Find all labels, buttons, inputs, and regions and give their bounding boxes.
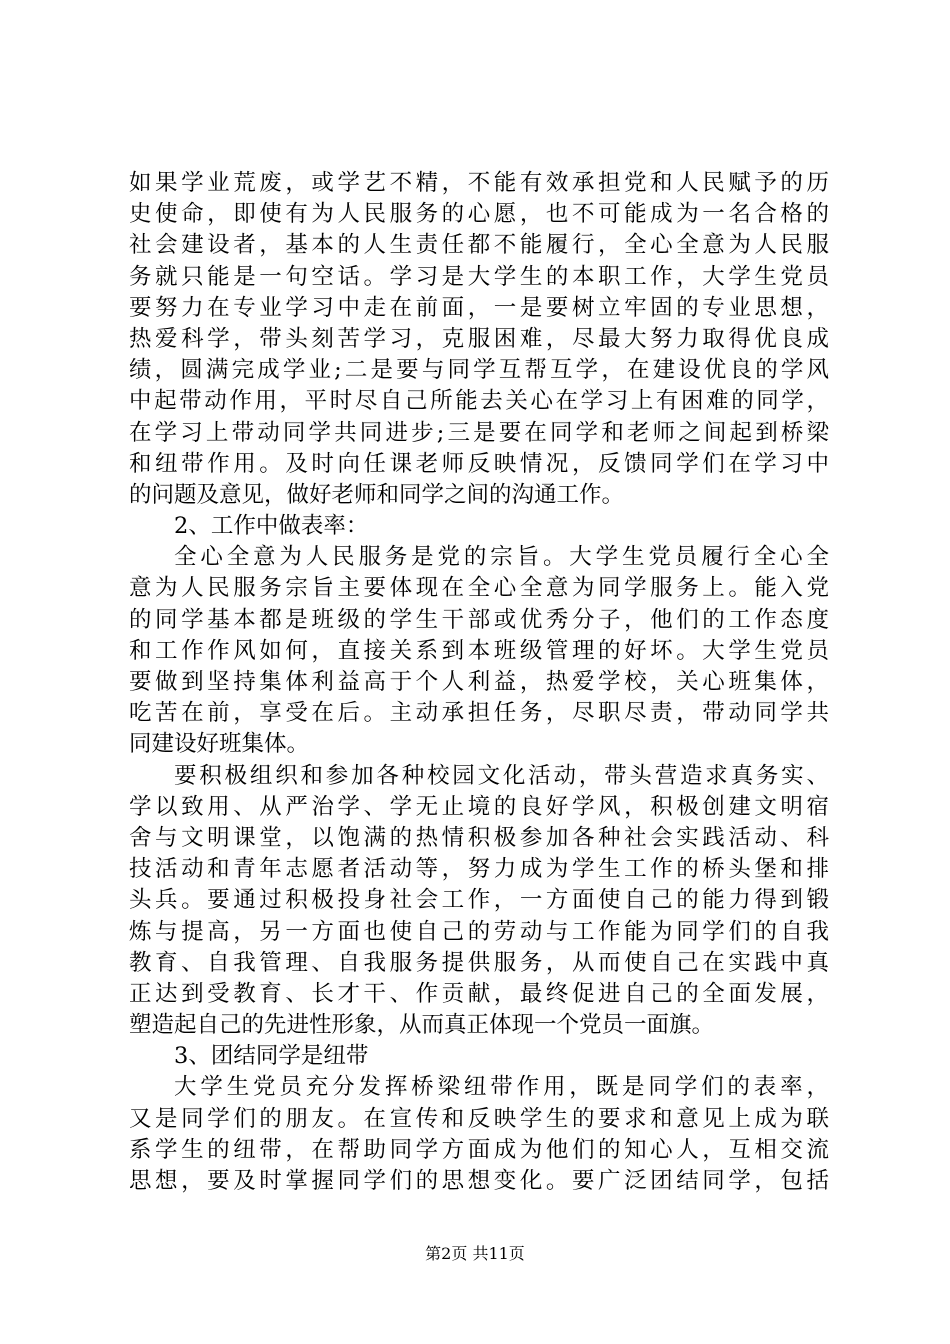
document-body (129, 168, 829, 1197)
text-line: 的同学基本都是班级的学生干部或优秀分子，他们的工作态度 (129, 606, 829, 633)
text-line: 舍与文明课堂，以饱满的热情积极参加各种社会实践活动、科 (129, 824, 829, 851)
text-line: 头兵。要通过积极投身社会工作，一方面使自己的能力得到锻 (129, 887, 829, 914)
text-line: 和工作作风如何，直接关系到本班级管理的好坏。大学生党员 (129, 637, 829, 664)
text-line: 技活动和青年志愿者活动等，努力成为学生工作的桥头堡和排 (129, 856, 829, 883)
section-heading-3: 3、团结同学是纽带 (174, 1043, 369, 1070)
text-line: 学以致用、从严治学、学无止境的良好学风，积极创建文明宿 (129, 793, 829, 820)
text-line: 塑造起自己的先进性形象，从而真正体现一个党员一面旗。 (129, 1012, 715, 1039)
text-line: 意为人民服务宗旨主要体现在全心全意为同学服务上。能入党 (129, 575, 829, 602)
text-line: 要做到坚持集体利益高于个人利益，热爱学校，关心班集体， (129, 669, 829, 695)
text-line: 和纽带作用。及时向任课老师反映情况，反馈同学们在学习中 (129, 450, 829, 477)
text-line: 绩，圆满完成学业;二是要与同学互帮互学，在建设优良的学风 (129, 357, 829, 384)
text-line: 史使命，即使有为人民服务的心愿，也不可能成为一名合格的 (129, 201, 829, 228)
text-line: 吃苦在前，享受在后。主动承担任务，尽职尽责，带动同学共 (129, 700, 829, 727)
text-line: 全心全意为人民服务是党的宗旨。大学生党员履行全心全 (174, 544, 829, 571)
text-line: 中起带动作用，平时尽自己所能去关心在学习上有困难的同学， (129, 388, 829, 415)
text-line: 系学生的纽带，在帮助同学方面成为他们的知心人，互相交流 (129, 1136, 829, 1163)
page-number: 第2页 共11页 (425, 1244, 525, 1263)
section-heading-2: 2、工作中做表率： (174, 513, 369, 540)
page-footer (0, 1244, 950, 1264)
text-line: 又是同学们的朋友。在宣传和反映学生的要求和意见上成为联 (129, 1105, 829, 1132)
text-line: 要积极组织和参加各种校园文化活动，带头营造求真务实、 (174, 762, 829, 789)
text-line: 教育、自我管理、自我服务提供服务，从而使自己在实践中真 (129, 949, 829, 976)
text-line: 大学生党员充分发挥桥梁纽带作用，既是同学们的表率， (174, 1074, 829, 1101)
text-line: 在学习上带动同学共同进步;三是要在同学和老师之间起到桥梁 (129, 419, 829, 446)
text-line: 同建设好班集体。 (129, 731, 310, 758)
text-line: 社会建设者，基本的人生责任都不能履行，全心全意为人民服 (129, 232, 829, 259)
text-line: 的问题及意见，做好老师和同学之间的沟通工作。 (129, 481, 625, 508)
text-line: 要努力在专业学习中走在前面，一是要树立牢固的专业思想， (129, 294, 829, 321)
text-line: 如果学业荒废，或学艺不精，不能有效承担党和人民赋予的历 (129, 170, 829, 196)
text-line: 务就只能是一句空话。学习是大学生的本职工作，大学生党员 (129, 263, 829, 290)
text-line: 热爱科学，带头刻苦学习，克服困难，尽最大努力取得优良成 (129, 325, 829, 352)
text-line: 炼与提高，另一方面也使自己的劳动与工作能为同学们的自我 (129, 918, 829, 945)
text-line: 思想，要及时掌握同学们的思想变化。要广泛团结同学，包括 (129, 1168, 829, 1194)
text-line: 正达到受教育、长才干、作贡献，最终促进自己的全面发展， (129, 980, 829, 1007)
